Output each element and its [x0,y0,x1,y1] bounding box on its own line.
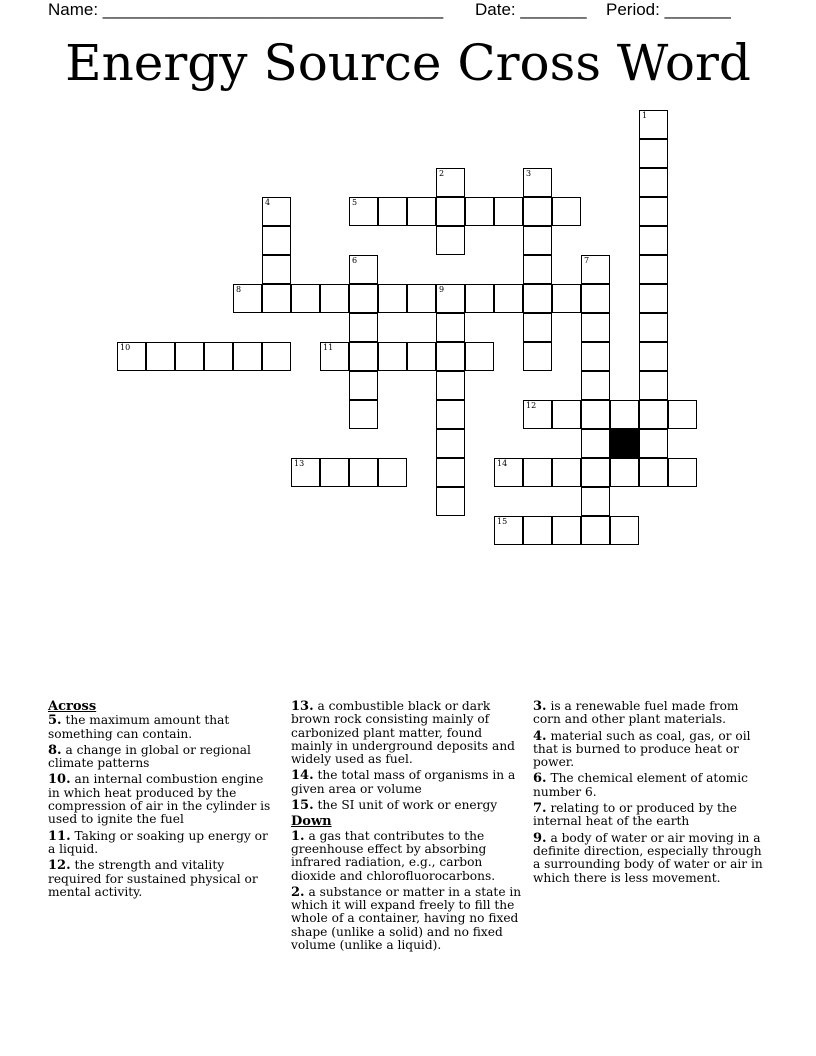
grid-cell[interactable] [523,400,552,429]
clue-column-2 [291,700,523,955]
grid-cell[interactable] [233,342,262,371]
grid-cell[interactable] [581,487,610,516]
grid-cell[interactable] [436,458,465,487]
clue-across-14: 14. the total mass of organisms in a given area or volume [291,768,516,796]
grid-cell[interactable] [639,342,668,371]
clue-number-14: 14 [497,459,508,468]
grid-cell[interactable] [581,371,610,400]
clue-across-11: 11. Taking or soaking up energy or a liquid. [48,828,268,856]
clue-down-1: 1. a gas that contributes to the greenhouse effect by absorbing infrared radiation, e.g., carbon dioxide and chlorofluorocarbons. [291,828,496,883]
grid-cell[interactable] [523,226,552,255]
grid-cell[interactable] [436,487,465,516]
grid-cell[interactable] [639,458,668,487]
grid-cell[interactable] [639,110,668,139]
grid-cell[interactable] [349,255,378,284]
clue-across-13: 13. a combustible black or dark brown rock consisting mainly of carbonized plant matter, found mainly in underground deposits and widely used as fuel. [291,699,515,767]
grid-cell[interactable] [523,197,552,226]
grid-cell[interactable] [523,255,552,284]
grid-cell[interactable] [639,226,668,255]
grid-cell[interactable] [523,516,552,545]
grid-cell[interactable] [436,429,465,458]
grid-cell[interactable] [436,284,465,313]
across-heading: Across [48,699,97,714]
clue-down-3: 3. is a renewable fuel made from corn and other plant materials. [533,699,739,727]
grid-cell[interactable] [291,284,320,313]
grid-cell[interactable] [639,284,668,313]
grid-cell[interactable] [552,458,581,487]
grid-cell[interactable] [233,284,262,313]
grid-cell[interactable] [320,284,349,313]
grid-cell[interactable] [581,458,610,487]
grid-cell[interactable] [262,255,291,284]
clue-down-9: 9. a body of water or air moving in a definite direction, especially through a surrounding body of water or air in which there is less movement. [533,830,763,885]
clue-number-4: 4 [265,198,271,207]
grid-cell[interactable] [436,371,465,400]
grid-cell[interactable] [523,458,552,487]
clue-number-2: 2 [439,169,445,178]
grid-cell[interactable] [465,284,494,313]
grid-cell[interactable] [668,458,697,487]
grid-cell[interactable] [523,168,552,197]
grid-cell[interactable] [349,197,378,226]
clue-number-10: 10 [120,343,131,352]
clue-number-8: 8 [236,285,242,294]
grid-cell[interactable] [494,284,523,313]
clue-across-12: 12. the strength and vitality required for sustained physical or mental activity. [48,858,258,899]
grid-cell[interactable] [407,197,436,226]
grid-cell[interactable] [146,342,175,371]
clue-number-7: 7 [584,256,590,265]
clue-number-6: 6 [352,256,358,265]
grid-cell[interactable] [639,255,668,284]
grid-cell[interactable] [117,342,146,371]
clue-down-2: 2. a substance or matter in a state in which it will expand freely to fill the whole of a container, having no fixed shape (unlike a solid) and no fixed volume (unlike a liquid). [291,884,522,953]
grid-cell[interactable] [262,342,291,371]
grid-cell[interactable] [523,284,552,313]
grid-cell[interactable] [581,255,610,284]
date-field[interactable]: Date: _______ [475,0,587,19]
grid-cell[interactable] [581,342,610,371]
grid-cell[interactable] [552,400,581,429]
grid-cell[interactable] [581,313,610,342]
grid-cell[interactable] [552,516,581,545]
clue-number-9: 9 [439,285,445,294]
grid-cell[interactable] [523,313,552,342]
clue-number-11: 11 [323,343,334,352]
grid-cell[interactable] [639,313,668,342]
grid-cell[interactable] [436,313,465,342]
grid-cell[interactable] [581,429,610,458]
grid-cell[interactable] [349,284,378,313]
grid-cell[interactable] [465,197,494,226]
clue-number-13: 13 [294,459,305,468]
clue-across-5: 5. the maximum amount that something can contain. [48,713,230,741]
clue-number-5: 5 [352,198,358,207]
down-heading: Down [291,814,332,830]
grid-cell[interactable] [668,400,697,429]
clue-number-3: 3 [526,169,532,178]
clue-across-15: 15. the SI unit of work or energy [291,798,498,814]
grid-cell[interactable] [639,197,668,226]
grid-cell[interactable] [610,516,639,545]
clue-down-4: 4. material such as coal, gas, or oil that is burned to produce heat or power. [533,728,751,770]
name-field[interactable]: Name: ____________________________________ [48,0,444,19]
grid-cell[interactable] [175,342,204,371]
grid-cell[interactable] [349,400,378,429]
grid-cell[interactable] [639,429,668,458]
grid-block-cell [610,429,639,458]
grid-cell[interactable] [262,284,291,313]
grid-cell[interactable] [378,458,407,487]
grid-cell[interactable] [465,342,494,371]
grid-cell[interactable] [204,342,233,371]
grid-cell[interactable] [436,400,465,429]
grid-cell[interactable] [436,197,465,226]
clue-number-15: 15 [497,517,508,526]
grid-cell[interactable] [523,342,552,371]
grid-cell[interactable] [610,400,639,429]
grid-cell[interactable] [639,139,668,168]
grid-cell[interactable] [581,400,610,429]
grid-cell[interactable] [610,458,639,487]
grid-cell[interactable] [639,400,668,429]
grid-cell[interactable] [552,284,581,313]
clue-number-1: 1 [642,111,648,120]
clue-down-6: 6. The chemical element of atomic number 6. [533,771,748,799]
grid-cell[interactable] [494,516,523,545]
grid-cell[interactable] [581,284,610,313]
clue-across-10: 10. an internal combustion engine in which heat produced by the compression of air in the cylinder is used to ignite the fuel [48,772,271,827]
grid-cell[interactable] [436,342,465,371]
clue-number-12: 12 [526,401,537,410]
grid-cell[interactable] [407,284,436,313]
page-title: Energy Source Cross Word [65,34,751,92]
grid-cell[interactable] [639,371,668,400]
grid-cell[interactable] [407,342,436,371]
clue-across-8: 8. a change in global or regional climate patterns [48,742,251,771]
period-field[interactable]: Period: _______ [606,0,731,19]
grid-cell[interactable] [349,458,378,487]
grid-cell[interactable] [349,342,378,371]
grid-cell[interactable] [378,197,407,226]
grid-cell[interactable] [639,168,668,197]
grid-cell[interactable] [320,342,349,371]
grid-cell[interactable] [436,168,465,197]
grid-cell[interactable] [581,516,610,545]
clue-column-3 [533,700,765,888]
grid-cell[interactable] [262,197,291,226]
grid-cell[interactable] [552,197,581,226]
grid-cell[interactable] [494,197,523,226]
grid-cell[interactable] [378,284,407,313]
grid-cell[interactable] [291,458,320,487]
clue-column-1 [48,700,273,902]
grid-cell[interactable] [436,226,465,255]
grid-cell[interactable] [494,458,523,487]
grid-cell[interactable] [262,226,291,255]
grid-cell[interactable] [320,458,349,487]
clue-down-7: 7. relating to or produced by the internal heat of the earth [533,801,737,829]
grid-cell[interactable] [349,371,378,400]
grid-cell[interactable] [378,342,407,371]
grid-cell[interactable] [349,313,378,342]
